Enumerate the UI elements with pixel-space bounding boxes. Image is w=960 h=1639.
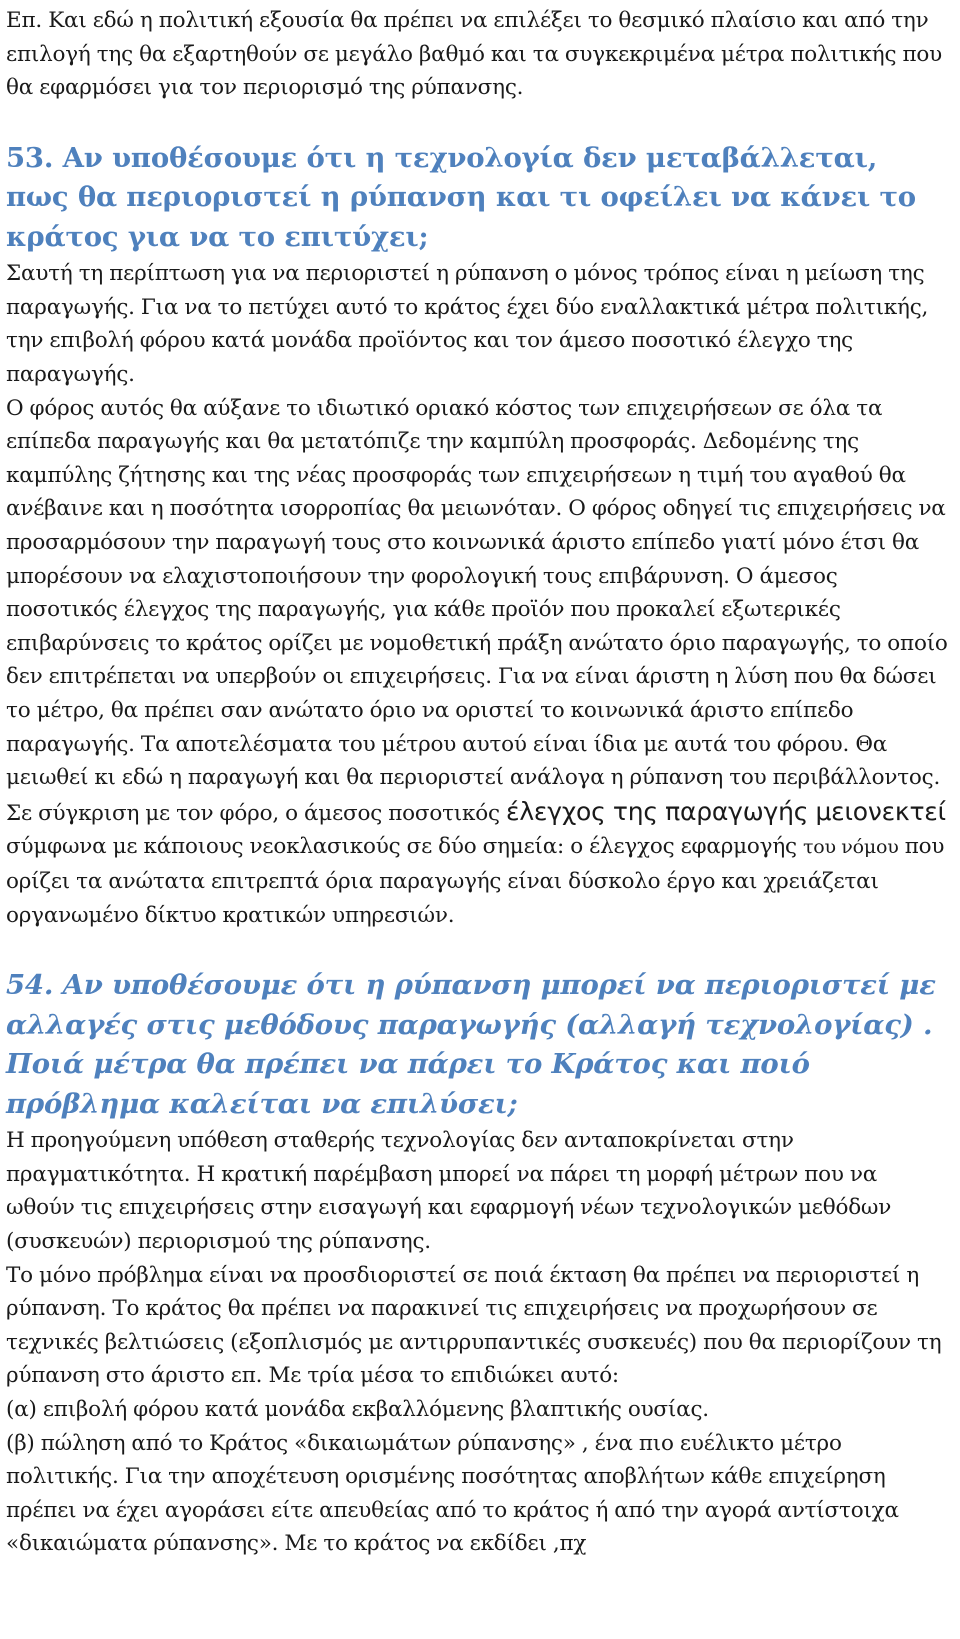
q53-paragraph-3-text: Σε σύγκριση με τον φόρο, ο άμεσος ποσοτικός xyxy=(6,800,506,826)
q53-paragraph-4-rest: που ορίζει τα ανώτατα επιτρεπτά όρια παραγωγής είναι δύσκολο έργο και χρειάζεται οργανωμένο δίκτυο κρατικών υπηρεσιών. xyxy=(6,834,945,928)
q54-paragraph-1: Η προηγούμενη υπόθεση σταθερής τεχνολογίας δεν ανταποκρίνεται στην πραγματικότητα. Η κρατική παρέμβαση μπορεί να πάρει τη μορφή μέτρων που να ωθούν τις επιχειρήσεις στην εισαγωγή και εφαρμογή νέων τεχνολογικών μεθόδων (συσκευών) περιορισμού της ρύπανσης. xyxy=(6,1128,892,1254)
q53-paragraph-3-large-text: έλεγχος της παραγωγής μειονεκτεί xyxy=(506,796,946,826)
q53-paragraph-1: Σαυτή τη περίπτωση για να περιοριστεί η ρύπανση ο μόνος τρόπος είναι η μείωση της παραγωγής. Για να το πετύχει αυτό το κράτος έχει δύο εναλλακτικά μέτρα πολιτικής, την επιβολή φόρου κατά μονάδα προϊόντος και τον άμεσο ποσοτικό έλεγχο της παραγωγής. xyxy=(6,261,929,388)
q53-paragraph-4-text: σύμφωνα με κάποιους νεοκλασικούς σε δύο σημεία: ο έλεγχος εφαρμογής xyxy=(6,834,803,860)
spacer xyxy=(6,105,948,139)
q54-paragraph-4: (β) πώληση από το Κράτος «δικαιωμάτων ρύπανσης» , ένα πιο ευέλικτο μέτρο πολιτικής. Για την αποχέτευση ορισμένης ποσότητας αποβλήτων κάθε επιχείρηση πρέπει να έχει αγοράσει είτε απευθείας από το κράτος ή από την αγορά αντίστοιχα «δικαιώματα ρύπανσης». Με το κράτος να εκδίδει ,πχ xyxy=(6,1430,899,1557)
intro-paragraph: Επ. Και εδώ η πολιτική εξουσία θα πρέπει να επιλέξει το θεσμικό πλαίσιο και από την επιλογή της θα εξαρτηθούν σε μεγάλο βαθμό και τα συγκεκριμένα μέτρα πολιτικής που θα εφαρμόσει για τον περιορισμό της ρύπανσης. xyxy=(6,8,943,101)
q54-paragraph-2: Το μόνο πρόβλημα είναι να προσδιοριστεί σε ποιά έκταση θα πρέπει να περιοριστεί η ρύπανση. Το κράτος θα πρέπει να παρακινεί τις επιχειρήσεις να προχωρήσουν σε τεχνικές βελτιώσεις (εξοπλισμός με αντιρρυπαντικές συσκευές) που θα περιορίζουν τη ρύπανση στο άριστο επ. Με τρία μέσα το επιδιώκει αυτό: xyxy=(6,1262,942,1389)
q53-paragraph-2: Ο φόρος αυτός θα αύξανε το ιδιωτικό οριακό κόστος των επιχειρήσεων σε όλα τα επίπεδα παραγωγής και θα μετατόπιζε την καμπύλη προσφοράς. Δεδομένης της καμπύλης ζήτησης και της νέας προσφοράς των επιχειρήσεων η τιμή του αγαθού θα ανέβαινε και η ποσότητα ισορροπίας θα μειωνόταν. Ο φόρος οδηγεί τις επιχειρήσεις να προσαρμόσουν την παραγωγή τους στο κοινωνικά άριστο επίπεδο γιατί μόνο έτσι θα μπορέσουν να ελαχιστοποιήσουν την φορολογική τους επιβάρυνση. Ο άμεσος ποσοτικός έλεγχος της παραγωγής, για κάθε προϊόν που προκαλεί εξωτερικές επιβαρύνσεις το κράτος ορίζει με νομοθετική πράξη ανώτατο όριο παραγωγής, το οποίο δεν επιτρέπεται να υπερβούν οι επιχειρήσεις. Για να είναι άριστη η λύση που θα δώσει το μέτρο, θα πρέπει σαν ανώτατο όριο να οριστεί το κοινωνικά άριστο επίπεδο παραγωγής. Τα αποτελέσματα του μέτρου αυτού είναι ίδια με αυτά του φόρου. Θα μειωθεί κι εδώ η παραγωγή και θα περιοριστεί ανάλογα η ρύπανση του περιβάλλοντος. xyxy=(6,395,948,791)
q54-paragraph-3: (α) επιβολή φόρου κατά μονάδα εκβαλλόμενης βλαπτικής ουσίας. xyxy=(6,1396,709,1422)
question-53-heading: 53. Αν υποθέσουμε ότι η τεχνολογία δεν μεταβάλλεται, πως θα περιοριστεί η ρύπανση και τι οφείλει να κάνει το κράτος για να το επιτύχει; xyxy=(6,141,916,253)
q53-paragraph-4 xyxy=(6,830,948,932)
question-54-heading: 54. Αν υποθέσουμε ότι η ρύπανση μπορεί να περιοριστεί με αλλαγές στις μεθόδους παραγωγής (αλλαγή τεχνολογίας) . Ποιά μέτρα θα πρέπει να πάρει το Κράτος και ποιό πρόβλημα καλείται να επιλύσει; xyxy=(6,969,936,1120)
q53-paragraph-3 xyxy=(6,795,948,831)
q53-paragraph-4-small-text: του νόμου xyxy=(802,836,899,859)
spacer xyxy=(6,932,948,966)
